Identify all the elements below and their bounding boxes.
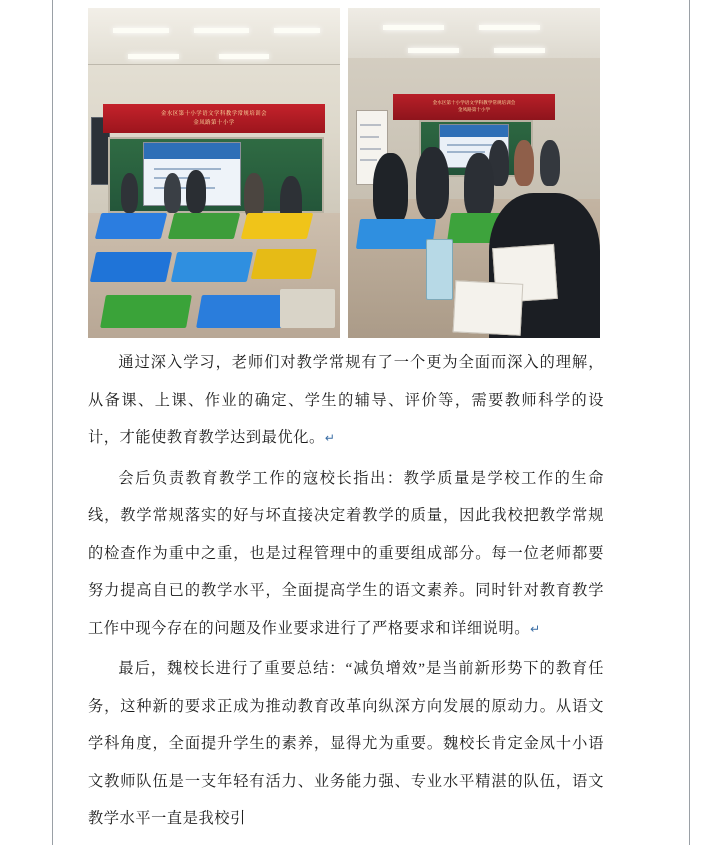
photo2-poster-line xyxy=(360,124,382,126)
ceiling-light-icon xyxy=(219,54,269,59)
photo2-banner-line2: 金凤路第十小学 xyxy=(457,106,491,112)
photo1-screen-header xyxy=(144,143,240,159)
photo1-banner-line1: 金水区第十小学语文学科教学常规培训会 xyxy=(160,111,267,118)
photo1-banner-line2: 金凤路第十小学 xyxy=(193,119,235,126)
photo2-poster-line xyxy=(360,148,381,150)
article-body xyxy=(88,344,604,840)
photo2-ceiling xyxy=(348,8,600,58)
ceiling-light-icon xyxy=(479,25,539,30)
photo1-desk xyxy=(196,295,287,328)
photo2-person xyxy=(416,147,449,220)
photo1-person xyxy=(164,173,182,213)
photo1-desk xyxy=(100,295,191,328)
photo2-poster-line xyxy=(360,136,379,138)
photo1-chair xyxy=(280,289,335,329)
ceiling-light-icon xyxy=(194,28,249,33)
photo1-desk xyxy=(95,213,167,239)
classroom-training-photo xyxy=(88,8,340,338)
paragraph-2-text: 会后负责教育教学工作的寇校长指出：教学质量是学校工作的生命线，教学常规落实的好与坏直接决定着教学的质量，因此我校把教学常规的检查作为重中之重，也是过程管理中的重要组成部分。每一位老师都要努力提高自已的教学水平，全面提高学生的语文素养。同时针对教育教学工作中现今存在的问题及作业要求进行了严格要求和详细说明。 xyxy=(88,469,604,637)
photo-row xyxy=(88,8,604,338)
photo1-ceiling xyxy=(88,8,340,65)
ceiling-light-icon xyxy=(274,28,319,33)
photo1-person xyxy=(186,170,206,213)
page-frame-right-rule xyxy=(689,0,690,845)
paragraph-mark: ↵ xyxy=(530,621,541,636)
photo1-screen-text-line xyxy=(154,168,221,170)
paragraph-1 xyxy=(88,344,604,458)
photo2-person xyxy=(373,153,408,226)
photo1-desk xyxy=(251,249,318,279)
photo2-screen-text-line xyxy=(447,144,495,146)
photo2-person xyxy=(514,140,534,186)
photo2-person xyxy=(464,153,494,219)
ceiling-light-icon xyxy=(113,28,168,33)
photo1-person xyxy=(121,173,139,213)
meeting-discussion-photo xyxy=(348,8,600,338)
photo2-screen-header xyxy=(440,125,508,137)
photo2-desk xyxy=(356,219,436,249)
photo1-desk xyxy=(90,252,172,282)
ceiling-light-icon xyxy=(128,54,178,59)
photo1-desk xyxy=(171,252,253,282)
ceiling-light-icon xyxy=(494,48,544,53)
page-frame-left-rule xyxy=(52,0,53,845)
photo2-banner xyxy=(393,94,554,120)
paragraph-2 xyxy=(88,460,604,649)
paragraph-3-text: 最后，魏校长进行了重要总结：“减负增效”是当前新形势下的教育任务，这种新的要求正成为推动教育改革向纵深方向发展的原动力。从语文学科角度，全面提升学生的素养，显得尤为重要。魏校长肯定金凤十小语文教师队伍是一支年轻有活力、业务能力强、专业水平精湛的队伍，语文教学水平一直是我校引 xyxy=(88,660,604,827)
photo2-waste-bin xyxy=(426,239,453,300)
ceiling-light-icon xyxy=(383,25,443,30)
ceiling-light-icon xyxy=(408,48,458,53)
paragraph-mark: ↵ xyxy=(324,431,336,445)
photo1-banner xyxy=(103,104,325,134)
photo2-poster-line xyxy=(360,159,378,161)
photo1-desk xyxy=(168,213,240,239)
photo2-document xyxy=(453,280,523,335)
photo2-banner-line1: 金水区第十小学语文学科教学常规培训会 xyxy=(432,100,516,106)
paragraph-1-text: 通过深入学习，老师们对教学常规有了一个更为全面而深入的理解，从备课、上课、作业的确定、学生的辅导、评价等，需要教师科学的设计，才能使教育教学达到最优化。 xyxy=(88,354,604,446)
photo2-person xyxy=(540,140,560,186)
paragraph-3 xyxy=(88,650,604,838)
photo1-desk xyxy=(241,213,313,239)
